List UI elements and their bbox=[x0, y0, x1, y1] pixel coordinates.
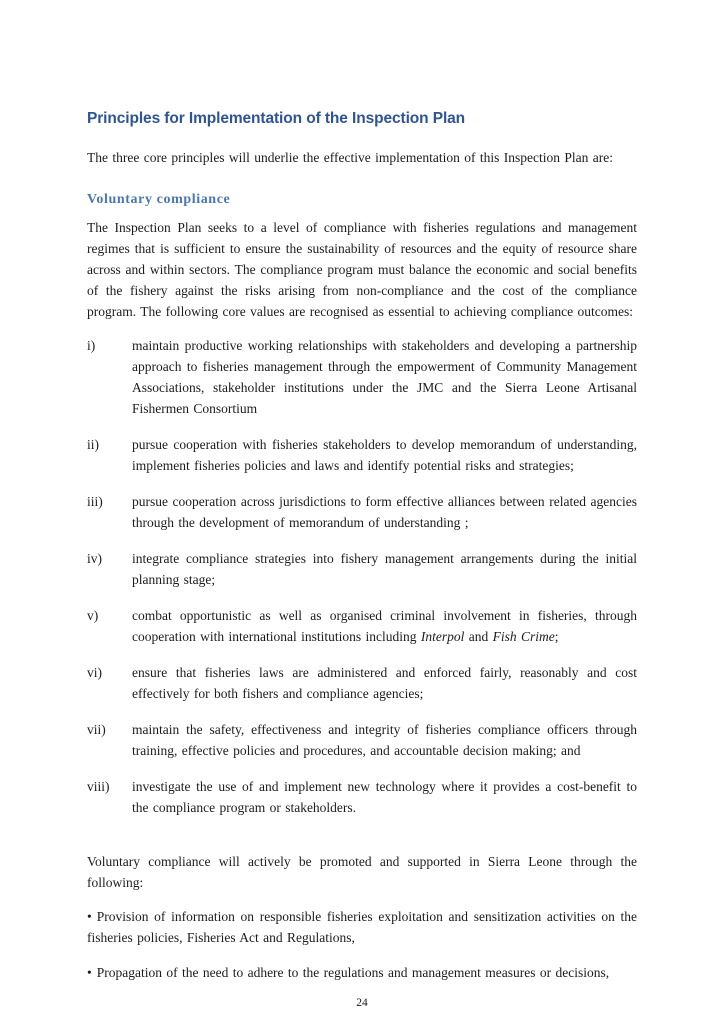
bullet-text: Propagation of the need to adhere to the regulations and management measures or decisions, bbox=[96, 965, 610, 980]
bullet-paragraph-provision bbox=[87, 906, 637, 948]
bullet-text: Provision of information on responsible fisheries exploitation and sensitization activities on the fisheries policies, Fisheries Act and Regulations, bbox=[87, 909, 637, 945]
section-title-voluntary-compliance: Voluntary compliance bbox=[87, 192, 231, 207]
list-item-text: maintain the safety, effectiveness and integrity of fisheries compliance officers through training, effective policies and procedures, and accountable decision making; and bbox=[132, 722, 637, 758]
list-marker: i) bbox=[87, 338, 96, 353]
closing-paragraph: Voluntary compliance will actively be promoted and supported in Sierra Leone through the following: bbox=[87, 854, 637, 890]
list-item-ii bbox=[87, 434, 637, 476]
list-item-text-plain: combat opportunistic as well as organised criminal involvement in fisheries, through cooperation with international institutions including bbox=[132, 608, 637, 644]
list-item-text: pursue cooperation across jurisdictions to form effective alliances between related agencies through the development of memorandum of understanding ; bbox=[132, 494, 637, 530]
list-marker: v) bbox=[87, 608, 99, 623]
list-item-text-plain: ; bbox=[554, 629, 559, 644]
bullet-paragraph-propagation bbox=[87, 962, 637, 983]
list-item-vi bbox=[87, 662, 637, 704]
list-item-viii bbox=[87, 776, 637, 818]
section-paragraph: The Inspection Plan seeks to a level of compliance with fisheries regulations and management regimes that is sufficient to ensure the sustainability of resources and the equity of resource share across and within sectors. The compliance program must balance the economic and social benefits of the fishery against the risks arising from non-compliance and the cost of the compliance program. The following core values are recognised as essential to achieving compliance outcomes: bbox=[87, 220, 637, 319]
list-item-text-plain: and bbox=[464, 629, 493, 644]
bullet-icon: • bbox=[87, 965, 92, 980]
intro-paragraph: The three core principles will underlie the effective implementation of this Inspection Plan are: bbox=[87, 150, 613, 165]
bullet-icon: • bbox=[87, 909, 92, 924]
list-item-i bbox=[87, 335, 637, 419]
list-item-text: integrate compliance strategies into fishery management arrangements during the initial planning stage; bbox=[132, 551, 637, 587]
italic-term-interpol: Interpol bbox=[420, 629, 465, 644]
page-number: 24 bbox=[356, 997, 368, 1009]
core-values-list bbox=[87, 335, 637, 818]
list-item-iii bbox=[87, 491, 637, 533]
list-marker: iv) bbox=[87, 551, 102, 566]
list-item-vii bbox=[87, 719, 637, 761]
list-item-iv bbox=[87, 548, 637, 590]
list-item-text: investigate the use of and implement new technology where it provides a cost-benefit to the compliance program or stakeholders. bbox=[132, 779, 637, 815]
list-item-text: pursue cooperation with fisheries stakeholders to develop memorandum of understanding, implement fisheries policies and laws and identify potential risks and strategies; bbox=[132, 437, 637, 473]
list-marker: iii) bbox=[87, 494, 103, 509]
list-marker: ii) bbox=[87, 437, 99, 452]
list-item-text bbox=[132, 605, 637, 647]
list-marker: vii) bbox=[87, 722, 106, 737]
italic-term-fish-crime: Fish Crime bbox=[492, 629, 555, 644]
list-item-text: ensure that fisheries laws are administered and enforced fairly, reasonably and cost effectively for both fishers and compliance agencies; bbox=[132, 665, 637, 701]
list-marker: viii) bbox=[87, 779, 110, 794]
list-item-v bbox=[87, 605, 637, 647]
list-marker: vi) bbox=[87, 665, 102, 680]
list-item-text: maintain productive working relationships with stakeholders and developing a partnership approach to fisheries management through the empowerment of Community Management Associations, stakeholder institutions under the JMC and the Sierra Leone Artisanal Fishermen Consortium bbox=[132, 338, 637, 416]
page-title: Principles for Implementation of the Inspection Plan bbox=[87, 110, 466, 127]
